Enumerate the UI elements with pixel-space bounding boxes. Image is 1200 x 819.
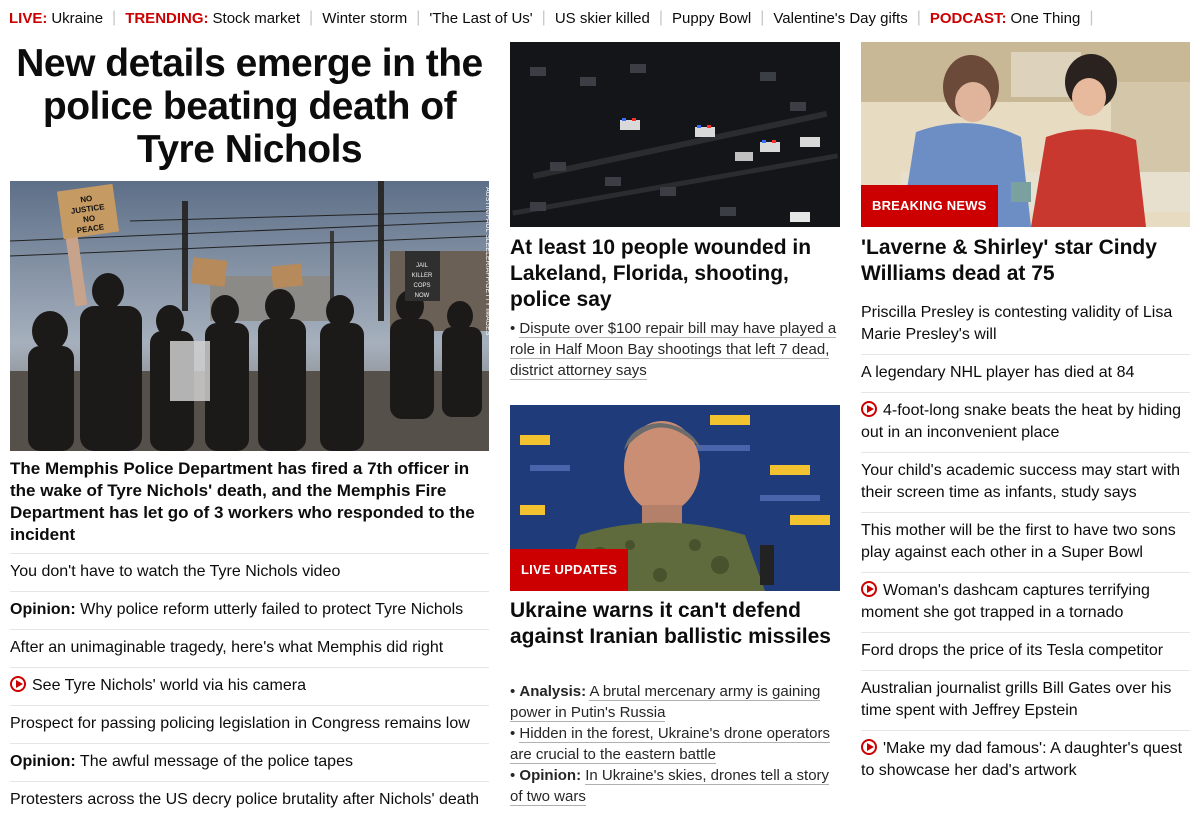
link-text[interactable]: A brutal mercenary army is gaining power in Putin's Russia (510, 683, 821, 721)
link-text[interactable]: In Ukraine's skies, drones tell a story of two wars (510, 767, 830, 805)
trending-bar (9, 8, 1102, 28)
lakeland-bullets (510, 318, 840, 381)
list-item[interactable]: • Hidden in the forest, Ukraine's drone operators are crucial to the eastern battle (510, 725, 830, 763)
link-text[interactable]: You don't have to watch the Tyre Nichols video (10, 563, 341, 580)
svg-text:NO: NO (82, 213, 96, 225)
trending-text[interactable]: Stock market (212, 9, 301, 27)
trending-keyword: LIVE: (9, 9, 48, 27)
trending-separator: | (658, 9, 663, 26)
list-item[interactable] (10, 629, 489, 667)
link-text[interactable]: Why police reform utterly failed to protect Tyre Nichols (80, 601, 464, 618)
trending-text[interactable]: One Thing (1010, 9, 1081, 27)
link-text[interactable]: 'Make my dad famous': A daughter's quest to showcase her dad's artwork (861, 740, 1183, 779)
lead-column (10, 42, 491, 808)
link-text[interactable]: A legendary NHL player has died at 84 (861, 364, 1135, 381)
list-item[interactable]: • Dispute over $100 repair bill may have played a role in Half Moon Bay shootings that left 7 dead, district attorney says (510, 320, 837, 379)
ukraine-official-photo[interactable] (510, 405, 840, 591)
opinion-label: Opinion: (519, 767, 582, 784)
lead-headline[interactable]: New details emerge in the police beating death of Tyre Nichols (16, 42, 483, 171)
list-item[interactable] (861, 355, 1190, 393)
svg-text:NO: NO (79, 193, 93, 205)
link-text[interactable]: Australian journalist grills Bill Gates over his time spent with Jeffrey Epstein (861, 680, 1172, 719)
trending-separator: | (112, 9, 117, 26)
trending-text[interactable]: US skier killed (554, 9, 650, 27)
list-item[interactable] (10, 591, 489, 629)
list-item[interactable] (10, 667, 489, 705)
svg-text:JAIL: JAIL (415, 263, 429, 269)
opinion-label: Opinion: (10, 753, 76, 770)
svg-text:PEACE: PEACE (76, 222, 105, 236)
list-item[interactable] (861, 633, 1190, 671)
trending-item-stock-market[interactable] (125, 10, 300, 27)
lakeland-aerial-photo[interactable] (510, 42, 840, 227)
ukraine-headline[interactable]: Ukraine warns it can't defend against Iranian ballistic missiles (510, 599, 831, 648)
trending-text[interactable]: Valentine's Day gifts (773, 9, 908, 27)
trending-item-podcast[interactable] (930, 10, 1080, 27)
trending-text[interactable]: Winter storm (322, 9, 408, 27)
ukraine-bullets (510, 681, 840, 807)
svg-text:AUSTIN/PAUL SLEELER/AFP/GETTY: AUSTIN/PAUL SLEELER/AFP/GETTY IMAGES (484, 187, 491, 336)
live-updates-badge: LIVE UPDATES (510, 549, 628, 591)
svg-text:NOW: NOW (414, 293, 430, 299)
svg-text:JUSTICE: JUSTICE (70, 202, 106, 216)
breaking-news-badge: BREAKING NEWS (861, 185, 998, 227)
svg-text:KILLER: KILLER (411, 273, 433, 279)
list-item[interactable] (10, 743, 489, 781)
list-item[interactable] (10, 781, 489, 819)
trending-separator: | (416, 9, 421, 26)
link-text[interactable]: Hidden in the forest, Ukraine's drone operators are crucial to the eastern battle (510, 725, 830, 763)
protest-photo[interactable] (10, 181, 489, 451)
link-text[interactable]: Prospect for passing policing legislation in Congress remains low (10, 715, 470, 732)
trending-item-puppy-bowl[interactable] (672, 10, 751, 27)
trending-item-ukraine[interactable] (9, 10, 103, 27)
laverne-shirley-photo[interactable] (861, 42, 1190, 227)
trending-item-last-of-us[interactable] (429, 10, 532, 27)
lead-subheadline[interactable]: The Memphis Police Department has fired a 7th officer in the wake of Tyre Nichols' death, and the Memphis Fire Department has let go of 3 workers who responded to the incident (10, 459, 475, 544)
link-text[interactable]: After an unimaginable tragedy, here's what Memphis did right (10, 639, 444, 656)
link-text[interactable]: See Tyre Nichols' world via his camera (32, 677, 306, 694)
link-text[interactable]: Woman's dashcam captures terrifying moment she got trapped in a tornado (861, 582, 1150, 621)
lead-related-links (10, 553, 489, 819)
protest-photo-illustration (10, 181, 489, 451)
play-video-icon (861, 581, 877, 597)
link-text[interactable]: The awful message of the police tapes (79, 753, 353, 770)
list-item[interactable] (861, 513, 1190, 573)
link-text[interactable]: Your child's academic success may start with their screen time as infants, study says (861, 462, 1181, 501)
list-item[interactable] (861, 393, 1190, 453)
list-item[interactable] (10, 705, 489, 743)
analysis-label: Analysis: (519, 683, 587, 700)
night-aerial-illustration (510, 42, 840, 227)
lakeland-headline[interactable]: At least 10 people wounded in Lakeland, Florida, shooting, police say (510, 236, 812, 311)
trending-item-winter-storm[interactable] (322, 10, 407, 27)
svg-text:COPS: COPS (413, 283, 431, 289)
trending-separator: | (1089, 9, 1094, 26)
list-item[interactable] (861, 731, 1190, 790)
trending-separator: | (760, 9, 765, 26)
trending-text[interactable]: Puppy Bowl (672, 9, 752, 27)
right-links-list (861, 295, 1190, 790)
list-item[interactable]: • Opinion: In Ukraine's skies, drones tell a story of two wars (510, 767, 830, 805)
link-text[interactable]: Protesters across the US decry police brutality after Nichols' death (10, 791, 480, 808)
link-text[interactable]: This mother will be the first to have two sons play against each other in a Super Bowl (861, 522, 1176, 561)
list-item[interactable] (861, 573, 1190, 633)
link-text[interactable]: Dispute over $100 repair bill may have played a role in Half Moon Bay shootings that left 7 dead, district attorney says (510, 320, 837, 379)
trending-separator: | (309, 9, 314, 26)
list-item[interactable] (861, 295, 1190, 355)
trending-text[interactable]: 'The Last of Us' (429, 9, 533, 27)
play-video-icon (861, 739, 877, 755)
list-item[interactable] (861, 671, 1190, 731)
trending-keyword: PODCAST: (929, 9, 1007, 27)
list-item[interactable] (10, 553, 489, 591)
trending-keyword: TRENDING: (125, 9, 209, 27)
list-item[interactable]: • Analysis: A brutal mercenary army is gaining power in Putin's Russia (510, 683, 821, 721)
play-video-icon (861, 401, 877, 417)
link-text[interactable]: Ford drops the price of its Tesla competitor (861, 642, 1164, 659)
trending-separator: | (541, 9, 546, 26)
list-item[interactable] (861, 453, 1190, 513)
trending-separator: | (916, 9, 921, 26)
link-text[interactable]: 4-foot-long snake beats the heat by hiding out in an inconvenient place (861, 402, 1181, 441)
laverne-headline[interactable]: 'Laverne & Shirley' star Cindy Williams dead at 75 (861, 236, 1157, 285)
trending-item-us-skier[interactable] (555, 10, 650, 27)
play-video-icon (10, 676, 26, 692)
trending-text[interactable]: Ukraine (51, 9, 104, 27)
link-text[interactable]: Priscilla Presley is contesting validity of Lisa Marie Presley's will (861, 304, 1173, 343)
trending-item-valentines[interactable] (773, 10, 907, 27)
opinion-label: Opinion: (10, 601, 76, 618)
